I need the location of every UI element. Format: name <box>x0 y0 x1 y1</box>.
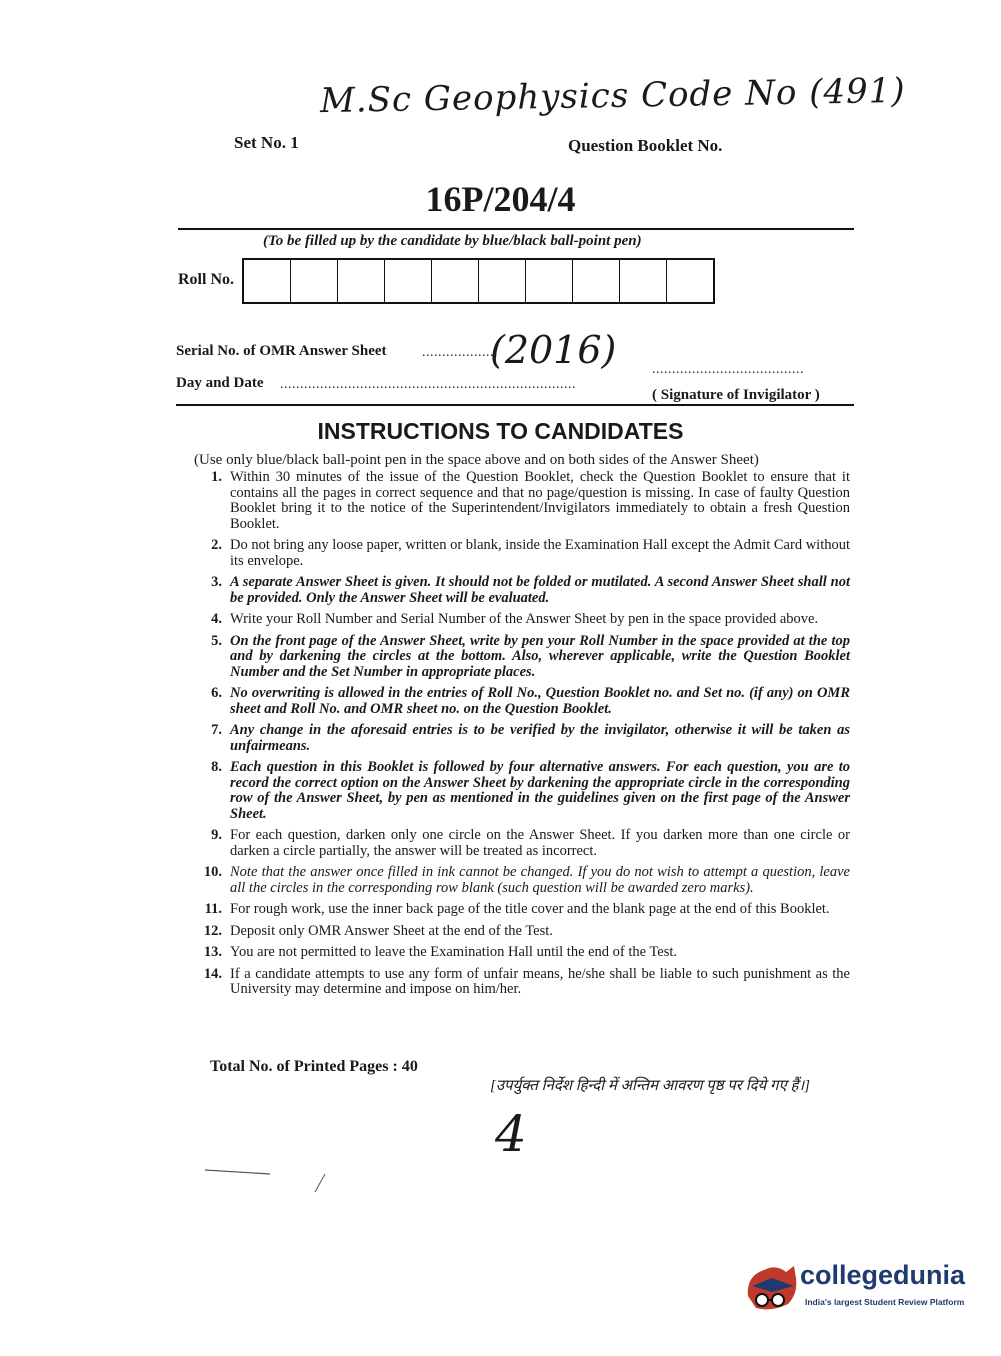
instruction-item <box>190 865 850 896</box>
set-number: Set No. 1 <box>234 133 299 152</box>
handwritten-number: 4 <box>495 1105 527 1163</box>
collegedunia-logo-icon <box>742 1256 800 1318</box>
instruction-number: 1. <box>211 469 222 485</box>
instruction-text: For rough work, use the inner back page of the title cover and the blank page at the end of this Booklet. <box>230 901 830 917</box>
roll-number-label: Roll No. <box>178 271 234 288</box>
roll-number-boxes[interactable] <box>242 258 715 304</box>
handwritten-title: M.Sc Geophysics Code No (491) <box>319 70 906 122</box>
paper-code: 16P/204/4 <box>425 179 576 219</box>
instruction-text: No overwriting is allowed in the entries of Roll No., Question Booklet no. and Set no. (if any) on OMR sheet and Roll No. and OMR sheet no. on the Question Booklet. <box>230 685 850 717</box>
instruction-number: 3. <box>211 574 222 590</box>
instruction-text: If a candidate attempts to use any form of unfair means, he/she shall be liable to such punishment as the University may determine and impose on him/her. <box>230 965 850 997</box>
instruction-text: On the front page of the Answer Sheet, write by pen your Roll Number in the space provided at the top and by darkening the circles at the bottom. Also, wherever applicable, write the Question Booklet Number and the Set Number in appropriate places. <box>230 632 850 680</box>
instruction-item <box>190 612 850 628</box>
roll-digit-box[interactable] <box>244 260 291 302</box>
instruction-number: 11. <box>204 901 222 917</box>
instruction-text: A separate Answer Sheet is given. It should not be folded or mutilated. A second Answer Sheet shall not be provided. Only the Answer Sheet will be evaluated. <box>230 574 850 606</box>
instruction-number: 5. <box>211 632 222 649</box>
instruction-text: For each question, darken only one circle on the Answer Sheet. If you darken more than one circle or darken a circle partially, the answer will be treated as incorrect. <box>230 827 850 859</box>
instruction-item <box>190 902 850 918</box>
instruction-number: 10. <box>203 864 222 880</box>
instruction-number: 4. <box>211 611 222 627</box>
instruction-item <box>190 575 850 606</box>
roll-digit-box[interactable] <box>479 260 526 302</box>
roll-digit-box[interactable] <box>573 260 620 302</box>
instruction-text: Note that the answer once filled in ink cannot be changed. If you do not wish to attempt a question, leave all the circles in the corresponding row blank (such question will be awarded zero marks). <box>230 864 850 896</box>
top-rule <box>178 228 854 230</box>
instruction-text: Deposit only OMR Answer Sheet at the end of the Test. <box>230 922 553 939</box>
roll-digit-box[interactable] <box>620 260 667 302</box>
instructions-list <box>190 470 850 1004</box>
instruction-item <box>190 723 850 754</box>
instruction-number: 12. <box>203 922 222 939</box>
omr-serial-label: Serial No. of OMR Answer Sheet <box>176 343 387 359</box>
instruction-item <box>190 967 850 998</box>
instruction-text: Each question in this Booklet is followed by four alternative answers. For each question, you are to record the correct option on the Answer Sheet by darkening the appropriate circle in the corresponding row of the Answer Sheet, by pen as mentioned in the guidelines given on the first page of the Answer Sheet. <box>230 759 850 822</box>
watermark-brand: collegedunia <box>800 1260 966 1290</box>
question-booklet-number-label: Question Booklet No. <box>568 136 723 155</box>
middle-rule <box>176 404 854 406</box>
instruction-number: 8. <box>211 759 222 775</box>
roll-digit-box[interactable] <box>385 260 432 302</box>
instruction-item <box>190 634 850 681</box>
day-date-field[interactable]: .......................................................................... <box>280 377 576 392</box>
instruction-number: 6. <box>211 685 222 701</box>
scan-mark <box>200 1160 340 1200</box>
instruction-number: 13. <box>203 944 222 960</box>
instruction-item <box>190 945 850 961</box>
instruction-text: Do not bring any loose paper, written or blank, inside the Examination Hall except the Admit Card without its envelope. <box>230 537 850 569</box>
watermark-tagline: India's largest Student Review Platform <box>805 1297 965 1307</box>
instruction-number: 9. <box>211 827 222 843</box>
instruction-text: Any change in the aforesaid entries is to be verified by the invigilator, otherwise it will be taken as unfairmeans. <box>230 722 850 754</box>
pen-usage-note: (Use only blue/black ball-point pen in the space above and on both sides of the Answer Sheet) <box>194 452 759 468</box>
instruction-number: 2. <box>211 537 222 553</box>
instruction-item <box>190 538 850 569</box>
day-date-label: Day and Date <box>176 375 264 391</box>
omr-serial-field[interactable]: ................... <box>422 345 498 360</box>
instruction-text: Within 30 minutes of the issue of the Question Booklet, check the Question Booklet to ensure that it contains all the pages in correct sequence and that no page/question is missing. In case of faulty Question Booklet bring it to the notice of the Superintendent/Invigilators immediately to obtain a fresh Question Booklet. <box>230 469 850 532</box>
instruction-item <box>190 470 850 532</box>
roll-digit-box[interactable] <box>432 260 479 302</box>
instruction-text: Write your Roll Number and Serial Number of the Answer Sheet by pen in the space provided above. <box>230 611 819 627</box>
roll-digit-box[interactable] <box>667 260 713 302</box>
instructions-heading: INSTRUCTIONS TO CANDIDATES <box>317 418 684 444</box>
instruction-number: 14. <box>203 965 222 982</box>
instruction-item <box>190 828 850 859</box>
fill-instruction: (To be filled up by the candidate by blue/black ball-point pen) <box>263 233 642 249</box>
instruction-text: You are not permitted to leave the Examination Hall until the end of the Test. <box>230 944 678 960</box>
instruction-number: 7. <box>211 722 222 738</box>
omr-serial-handwritten: (2016) <box>490 328 617 372</box>
roll-digit-box[interactable] <box>291 260 338 302</box>
roll-digit-box[interactable] <box>526 260 573 302</box>
instruction-item <box>190 760 850 822</box>
roll-digit-box[interactable] <box>338 260 385 302</box>
total-printed-pages: Total No. of Printed Pages : 40 <box>210 1058 418 1075</box>
instruction-item <box>190 686 850 717</box>
signature-field[interactable]: ...................................... <box>652 362 804 377</box>
instruction-item <box>190 924 850 940</box>
signature-label: ( Signature of Invigilator ) <box>652 387 820 403</box>
hindi-note: [उपर्युक्त निर्देश हिन्दी में अन्तिम आवरण पृष्ठ पर दिये गए हैं।] <box>490 1078 810 1094</box>
